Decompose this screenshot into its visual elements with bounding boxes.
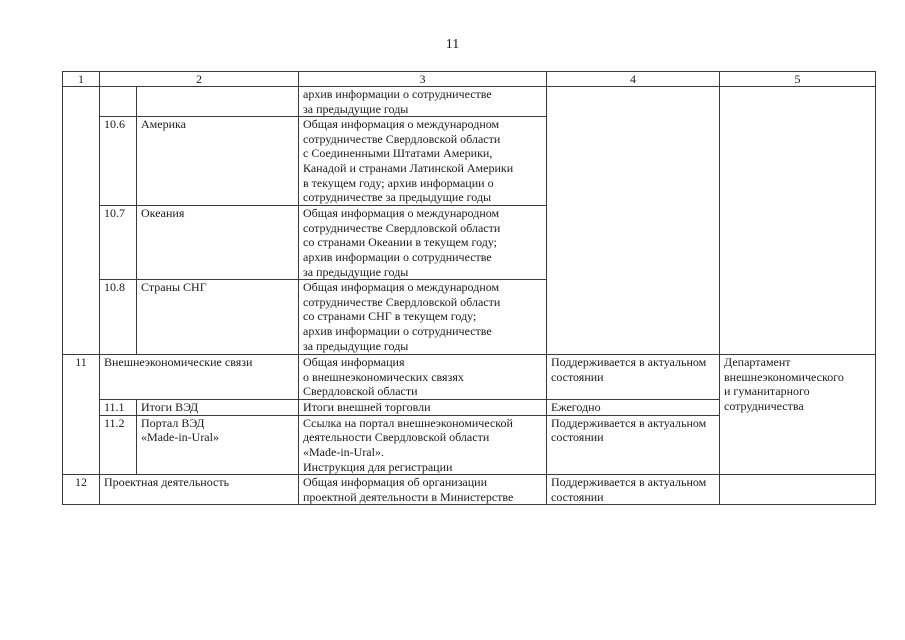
row-description: Общая информация о международном сотрудничестве Свердловской области с Соединенными Штатами Америки, Канадой и странами Латинской Америки в текущем году; архив информации о сотрудничестве за предыдущие годы xyxy=(299,117,547,206)
row-name: Америка xyxy=(137,117,299,206)
column-header-2: 2 xyxy=(100,72,299,87)
row-description: Общая информация о внешнеэкономических связях Свердловской области xyxy=(299,355,547,400)
row-frequency: Поддерживается в актуальном состоянии xyxy=(547,415,720,474)
table-row xyxy=(63,87,876,117)
row-description: Итоги внешней торговли xyxy=(299,400,547,416)
row-subnum-cell xyxy=(100,87,137,117)
row-num: 12 xyxy=(63,475,100,505)
row-name-cell xyxy=(137,87,299,117)
row-name: Портал ВЭД «Made-in-Ural» xyxy=(137,415,299,474)
row-department xyxy=(720,475,876,505)
row-description: архив информации о сотрудничестве за предыдущие годы xyxy=(299,87,547,117)
table-row xyxy=(63,355,876,400)
row-description: Общая информация об организации проектной деятельности в Министерстве xyxy=(299,475,547,505)
row-description: Общая информация о международном сотрудничестве Свердловской области со странами СНГ в текущем году; архив информации о сотрудничестве за предыдущие годы xyxy=(299,280,547,355)
row-description: Общая информация о международном сотрудничестве Свердловской области со странами Океании в текущем году; архив информации о сотрудничестве за предыдущие годы xyxy=(299,206,547,280)
row-subnum: 10.6 xyxy=(100,117,137,206)
table-row xyxy=(63,475,876,505)
column-header-5: 5 xyxy=(720,72,876,87)
row-num: 11 xyxy=(63,355,100,475)
row-subnum: 10.7 xyxy=(100,206,137,280)
row-frequency-cell xyxy=(547,87,720,355)
row-department: Департамент внешнеэкономического и гуманитарного сотрудничества xyxy=(720,355,876,475)
page-number: 11 xyxy=(445,37,460,52)
column-header-3: 3 xyxy=(299,72,547,87)
row-subnum: 10.8 xyxy=(100,280,137,355)
column-header-1: 1 xyxy=(63,72,100,87)
row-name: Океания xyxy=(137,206,299,280)
row-name: Внешнеэкономические связи xyxy=(100,355,299,400)
column-header-4: 4 xyxy=(547,72,720,87)
row-department-cell xyxy=(720,87,876,355)
row-frequency: Поддерживается в актуальном состоянии xyxy=(547,475,720,505)
row-description: Ссылка на портал внешнеэкономической деятельности Свердловской области «Made-in-Ural». Инструкция для регистрации xyxy=(299,415,547,474)
row-frequency: Ежегодно xyxy=(547,400,720,416)
row-subnum: 11.1 xyxy=(100,400,137,416)
row-name: Итоги ВЭД xyxy=(137,400,299,416)
row-name: Страны СНГ xyxy=(137,280,299,355)
row-subnum: 11.2 xyxy=(100,415,137,474)
document-table xyxy=(62,71,876,505)
row-num-cell xyxy=(63,87,100,355)
table-header-row xyxy=(63,72,876,87)
row-name: Проектная деятельность xyxy=(100,475,299,505)
row-frequency: Поддерживается в актуальном состоянии xyxy=(547,355,720,400)
